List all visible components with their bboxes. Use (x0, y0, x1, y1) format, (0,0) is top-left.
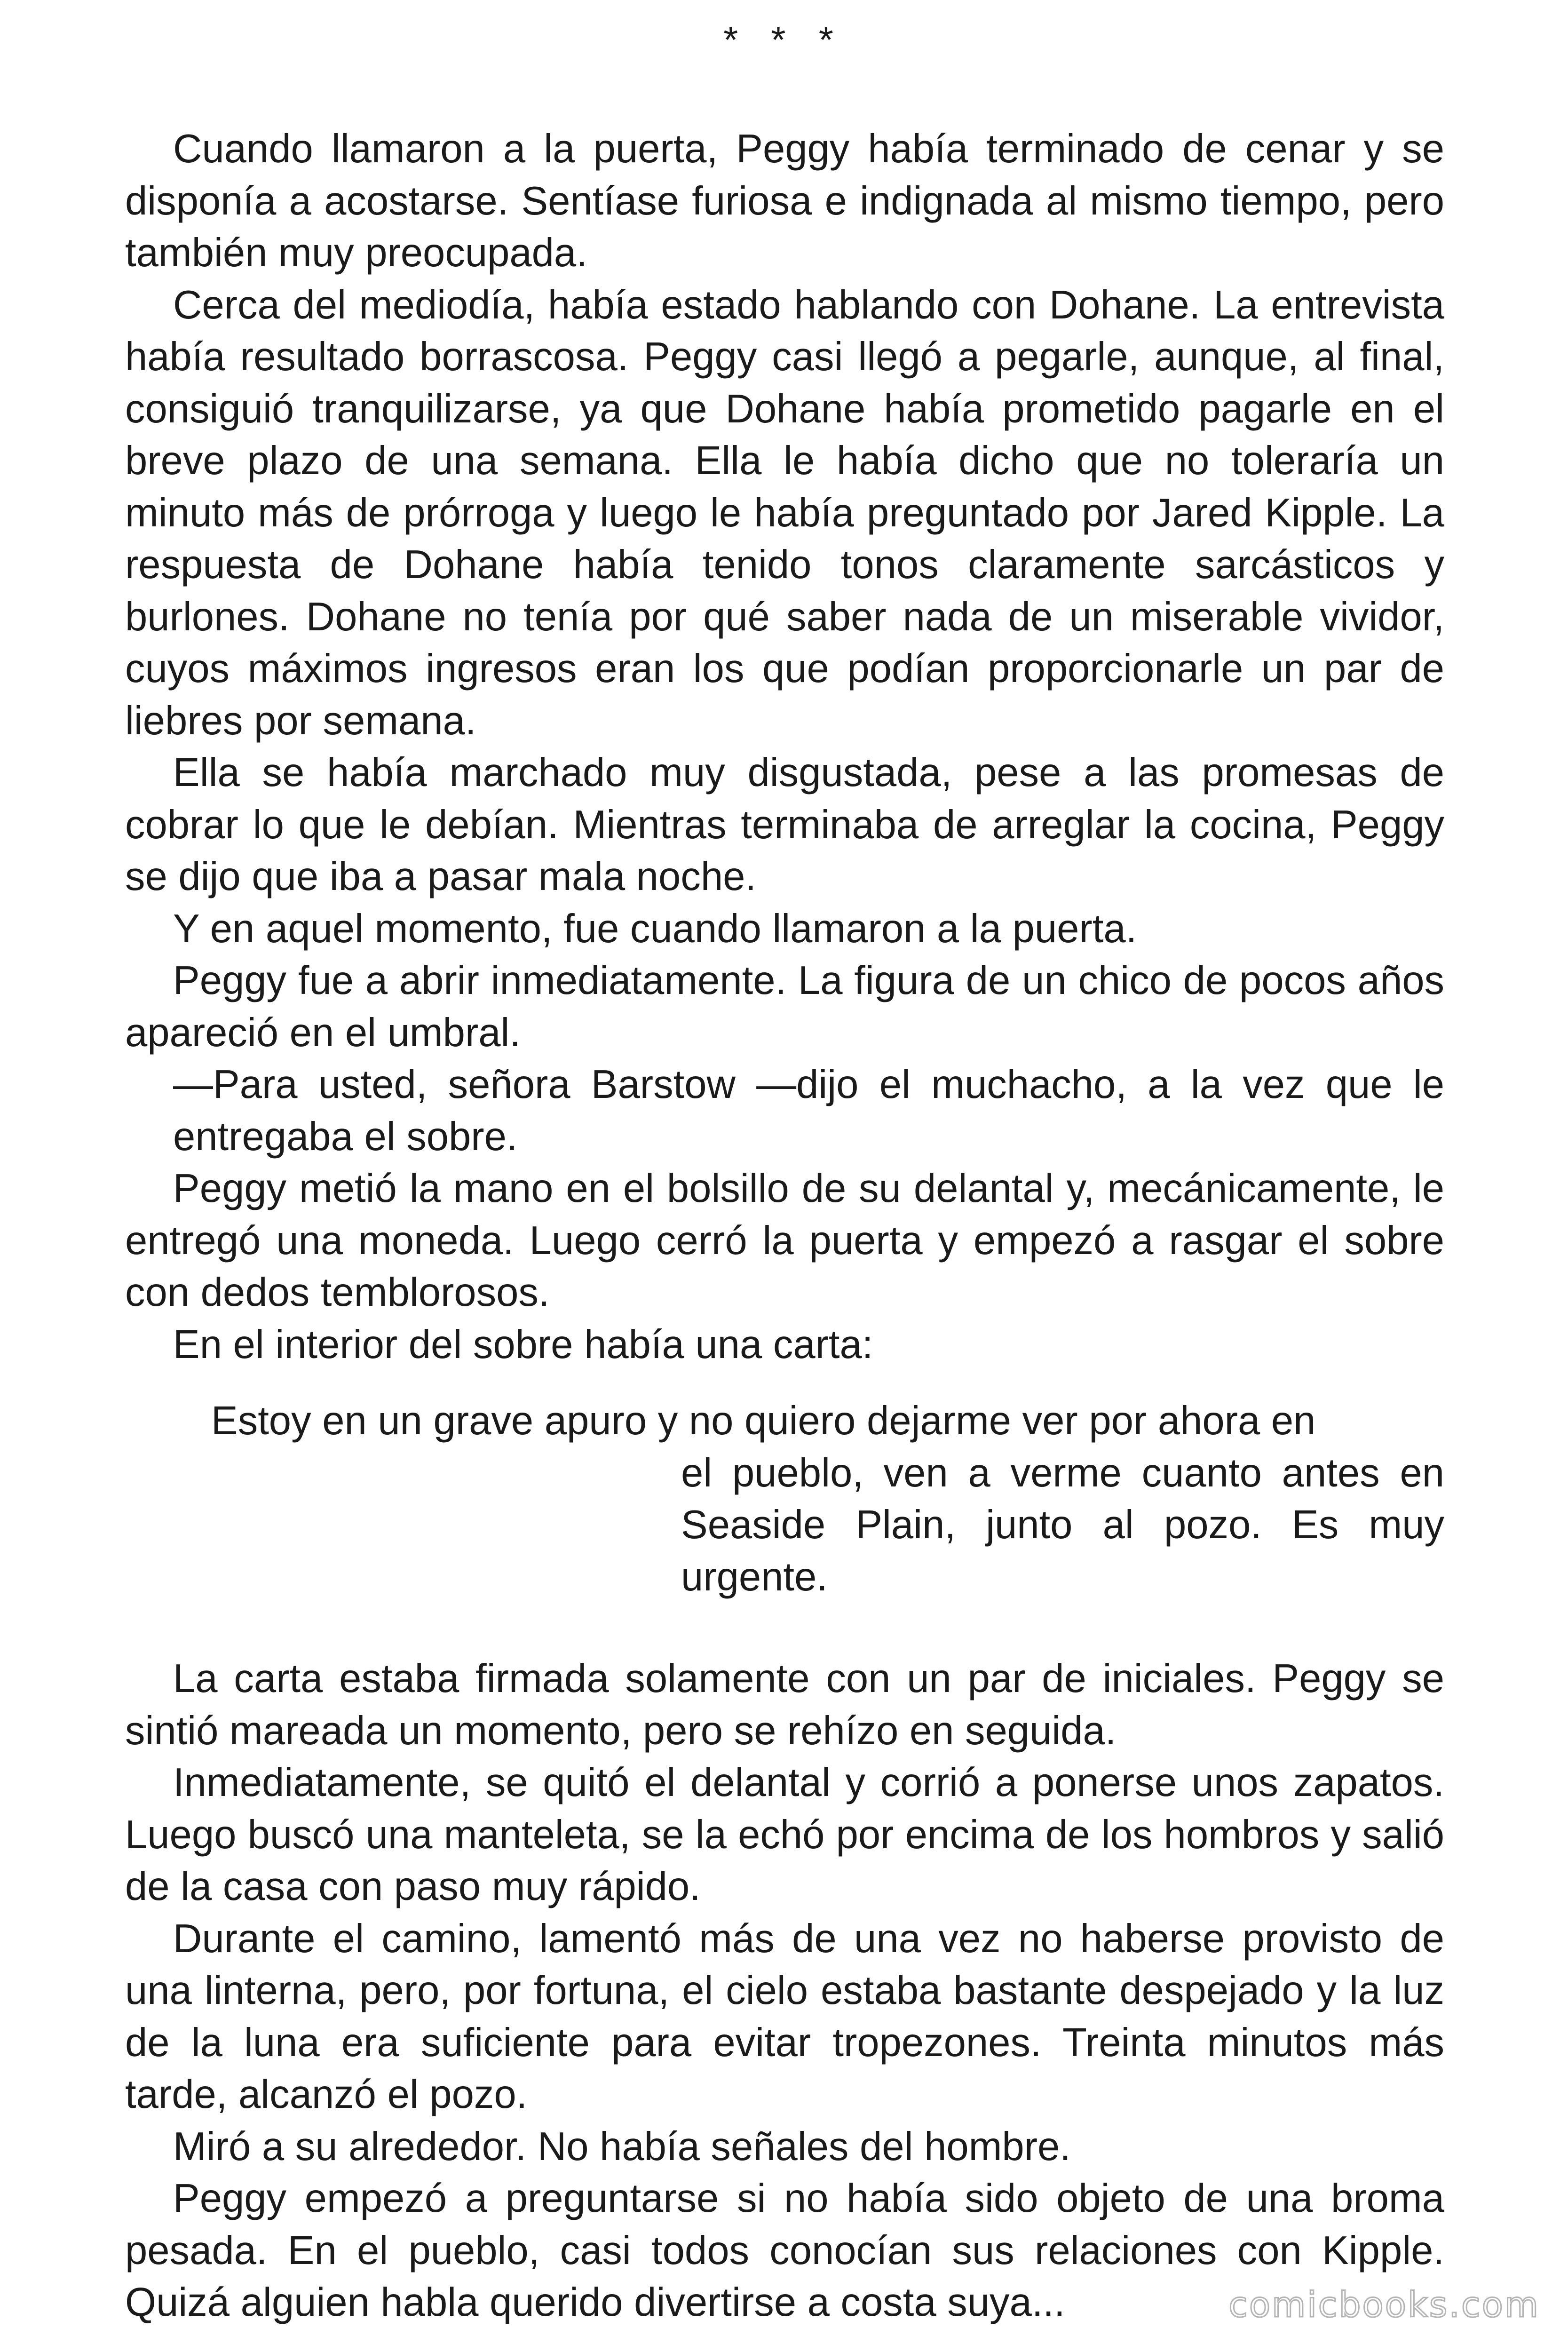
section-separator: * * * (723, 19, 845, 61)
paragraph: Durante el camino, lamentó más de una vez no haberse provisto de una linterna, pero, por fortuna, el cielo estaba bastante despejado y la luz de la luna era suficiente para evitar tropezones. Treinta minutos más tarde, alcanzó el pozo. (125, 1916, 1444, 2117)
paragraph: Y en aquel momento, fue cuando llamaron a la puerta. (173, 906, 1137, 951)
letter-body: el pueblo, ven a verme cuanto antes en Seaside Plain, junto al pozo. Es muy urgente. (681, 1450, 1444, 1599)
paragraph: Cuando llamaron a la puerta, Peggy había terminado de cenar y se disponía a acostarse. Sentíase furiosa e indignada al mismo tiempo, pero también muy preocupada. (125, 127, 1444, 275)
paragraph: Peggy fue a abrir inmediatamente. La figura de un chico de pocos años apareció en el umbral. (125, 958, 1444, 1055)
paragraph: Miró a su alrededor. No había señales del hombre. (173, 2124, 1071, 2169)
paragraph: Cerca del mediodía, había estado hablando con Dohane. La entrevista había resultado borrascosa. Peggy casi llegó a pegarle, aunque, al final, consiguió tranquilizarse, ya que Dohane había prometido pagarle en el breve plazo de una semana. Ella le había dicho que no toleraría un minuto más de prórroga y luego le había preguntado por Jared Kipple. La respuesta de Dohane había tenido tonos claramente sarcásticos y burlones. Dohane no tenía por qué saber nada de un miserable vividor, cuyos máximos ingresos eran los que podían proporcionarle un par de liebres por semana. (125, 282, 1444, 743)
paragraph: Ella se había marchado muy disgustada, pese a las promesas de cobrar lo que le debían. Mientras terminaba de arreglar la cocina, Peggy se dijo que iba a pasar mala noche. (125, 750, 1444, 899)
paragraph: Inmediatamente, se quitó el delantal y corrió a ponerse unos zapatos. Luego buscó una manteleta, se la echó por encima de los hombros y salió de la casa con paso muy rápido. (125, 1760, 1444, 1909)
paragraph: La carta estaba firmada solamente con un par de iniciales. Peggy se sintió mareada un momento, pero se rehízo en seguida. (125, 1656, 1444, 1753)
body-text (125, 123, 1444, 2329)
paragraph: En el interior del sobre había una carta: (173, 1322, 873, 1367)
letter-quote (125, 1395, 1444, 1603)
paragraph: Peggy metió la mano en el bolsillo de su delantal y, mecánicamente, le entregó una moneda. Luego cerró la puerta y empezó a rasgar el sobre con dedos temblorosos. (125, 1166, 1444, 1315)
watermark: comicbooks.com (1228, 2285, 1540, 2325)
dialogue-paragraph: —Para usted, señora Barstow —dijo el muchacho, a la vez que le entregaba el sobre. (173, 1062, 1444, 1159)
letter-first-line: Estoy en un grave apuro y no quiero dejarme ver por ahora en (211, 1398, 1316, 1443)
paragraph: Peggy empezó a preguntarse si no había sido objeto de una broma pesada. En el pueblo, casi todos conocían sus relaciones con Kipple. Quizá alguien habla querido divertirse a costa suya... (125, 2176, 1444, 2325)
